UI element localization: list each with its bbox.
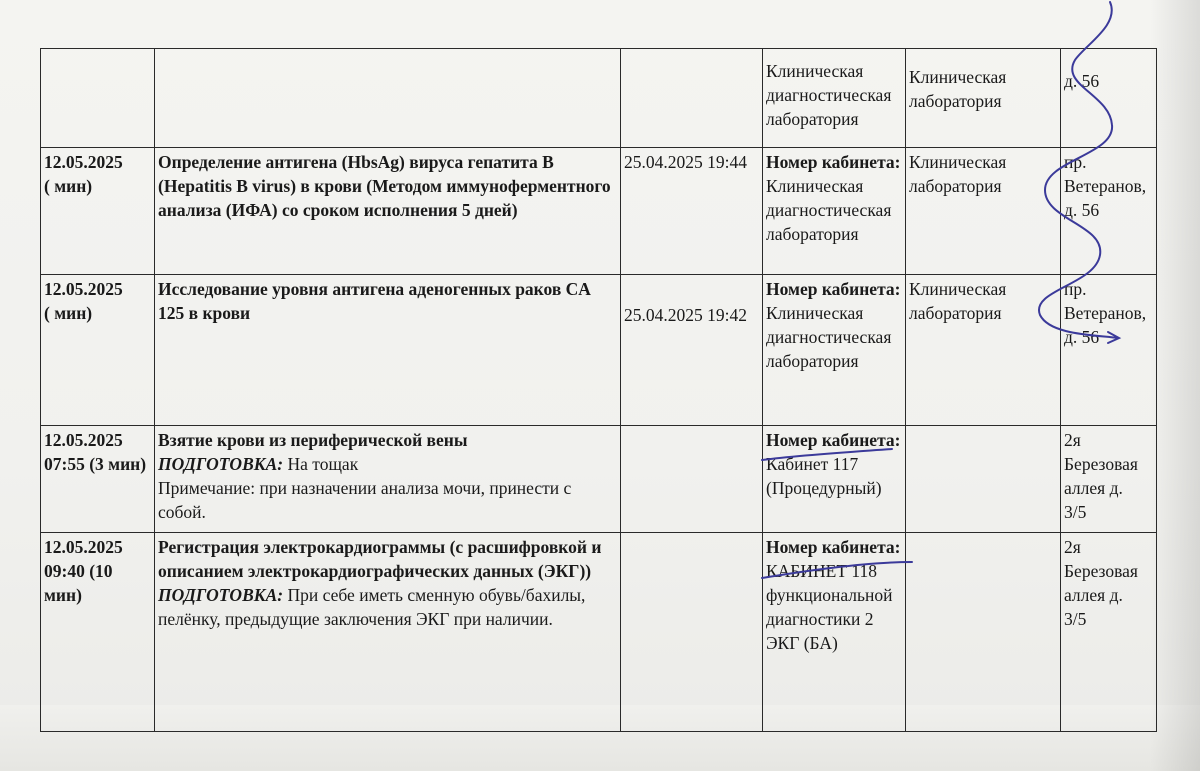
service-title: Исследование уровня антигена аденогенных раков CA 125 в крови [158,279,590,323]
room-cell [763,148,906,275]
address-line: 2я [1064,430,1081,450]
created-time: 25.04.2025 19:44 [624,152,747,172]
service-title: Взятие крови из периферической вены [158,430,468,450]
date-text: 12.05.2025 [44,279,123,299]
room-line: лаборатория [766,351,859,371]
service-cell [155,148,621,275]
department-cell [906,275,1061,426]
date-text: 12.05.2025 [44,152,123,172]
room-line: функциональной [766,585,893,605]
dept-line: лаборатория [909,91,1002,111]
room-cell [763,533,906,732]
time-cell [621,49,763,148]
address-line: д. 56 [1064,327,1100,347]
room-line: Клиническая [766,303,864,323]
date-cell [41,426,155,533]
address-cell [1061,275,1157,426]
duration-text: ( мин) [44,303,93,323]
address-line: пр. [1064,152,1087,172]
dept-line: лаборатория [909,176,1002,196]
room-label: Номер кабинета: [766,537,901,557]
room-label: Номер кабинета: [766,430,901,450]
paper-right-shadow [1150,0,1200,771]
preparation-value: При себе иметь сменную обувь/бахилы, пелёнку, предыдущие заключения ЭКГ при наличии. [158,585,586,629]
preparation-value: На тощак [287,454,359,474]
table-row [41,275,1157,426]
room-line: лаборатория [766,224,859,244]
dept-line: Клиническая [909,67,1007,87]
duration-text: 07:55 (3 мин) [44,454,147,474]
address-line: Березовая [1064,561,1138,581]
room-line: диагностическая [766,327,892,347]
room-line: диагностическая [766,200,892,220]
address-cell [1061,426,1157,533]
date-cell [41,275,155,426]
service-title: Определение антигена (HbsAg) вируса гепатита B (Hepatitis B virus) в крови (Методом иммуноферментного анализа (ИФА) со сроком исполнения 5 дней) [158,152,611,220]
address-line: Березовая [1064,454,1138,474]
address-line: Ветеранов, [1064,303,1147,323]
note-text: Примечание: при назначении анализа мочи, принести с собой. [158,478,572,522]
time-cell [621,533,763,732]
address-cell [1061,49,1157,148]
address-line: аллея д. [1064,478,1123,498]
room-line: лаборатория [766,109,859,129]
address-line: д. 56 [1064,71,1100,91]
address-line: Ветеранов, [1064,176,1147,196]
address-line: д. 56 [1064,200,1100,220]
created-time: 25.04.2025 19:42 [624,305,747,325]
address-cell [1061,533,1157,732]
duration-text: ( мин) [44,176,93,196]
time-cell [621,426,763,533]
date-text: 12.05.2025 [44,537,123,557]
table-row [41,533,1157,732]
service-title: Регистрация электрокардиограммы (с расшифровкой и описанием электрокардиографических данных (ЭКГ)) [158,537,602,581]
address-line: 3/5 [1064,609,1087,629]
appointment-schedule-table [40,48,1157,732]
duration-text: 09:40 (10 мин) [44,561,113,605]
service-cell [155,533,621,732]
room-line: ЭКГ (БА) [766,633,838,653]
date-cell [41,533,155,732]
preparation-text [158,452,617,476]
department-cell [906,533,1061,732]
address-cell [1061,148,1157,275]
service-cell [155,426,621,533]
address-line: 3/5 [1064,502,1087,522]
room-line: Клиническая [766,61,864,81]
preparation-text [158,583,617,631]
room-line: Клиническая [766,176,864,196]
department-cell [906,426,1061,533]
preparation-label: ПОДГОТОВКА: [158,585,284,605]
table-row [41,426,1157,533]
table-row [41,49,1157,148]
room-cell [763,426,906,533]
address-line: 2я [1064,537,1081,557]
service-cell [155,275,621,426]
room-label: Номер кабинета: [766,279,901,299]
time-cell [621,148,763,275]
room-cell [763,49,906,148]
address-line: аллея д. [1064,585,1123,605]
room-cell [763,275,906,426]
table-row [41,148,1157,275]
room-line: диагностическая [766,85,892,105]
dept-line: лаборатория [909,303,1002,323]
department-cell [906,148,1061,275]
preparation-label: ПОДГОТОВКА: [158,454,284,474]
room-line: КАБИНЕТ 118 [766,561,877,581]
date-text: 12.05.2025 [44,430,123,450]
dept-line: Клиническая [909,152,1007,172]
date-cell [41,148,155,275]
time-cell [621,275,763,426]
room-line: (Процедурный) [766,478,882,498]
date-cell [41,49,155,148]
department-cell [906,49,1061,148]
room-label: Номер кабинета: [766,152,901,172]
room-line: диагностики 2 [766,609,874,629]
room-line: Кабинет 117 [766,454,859,474]
service-cell [155,49,621,148]
dept-line: Клиническая [909,279,1007,299]
address-line: пр. [1064,279,1087,299]
